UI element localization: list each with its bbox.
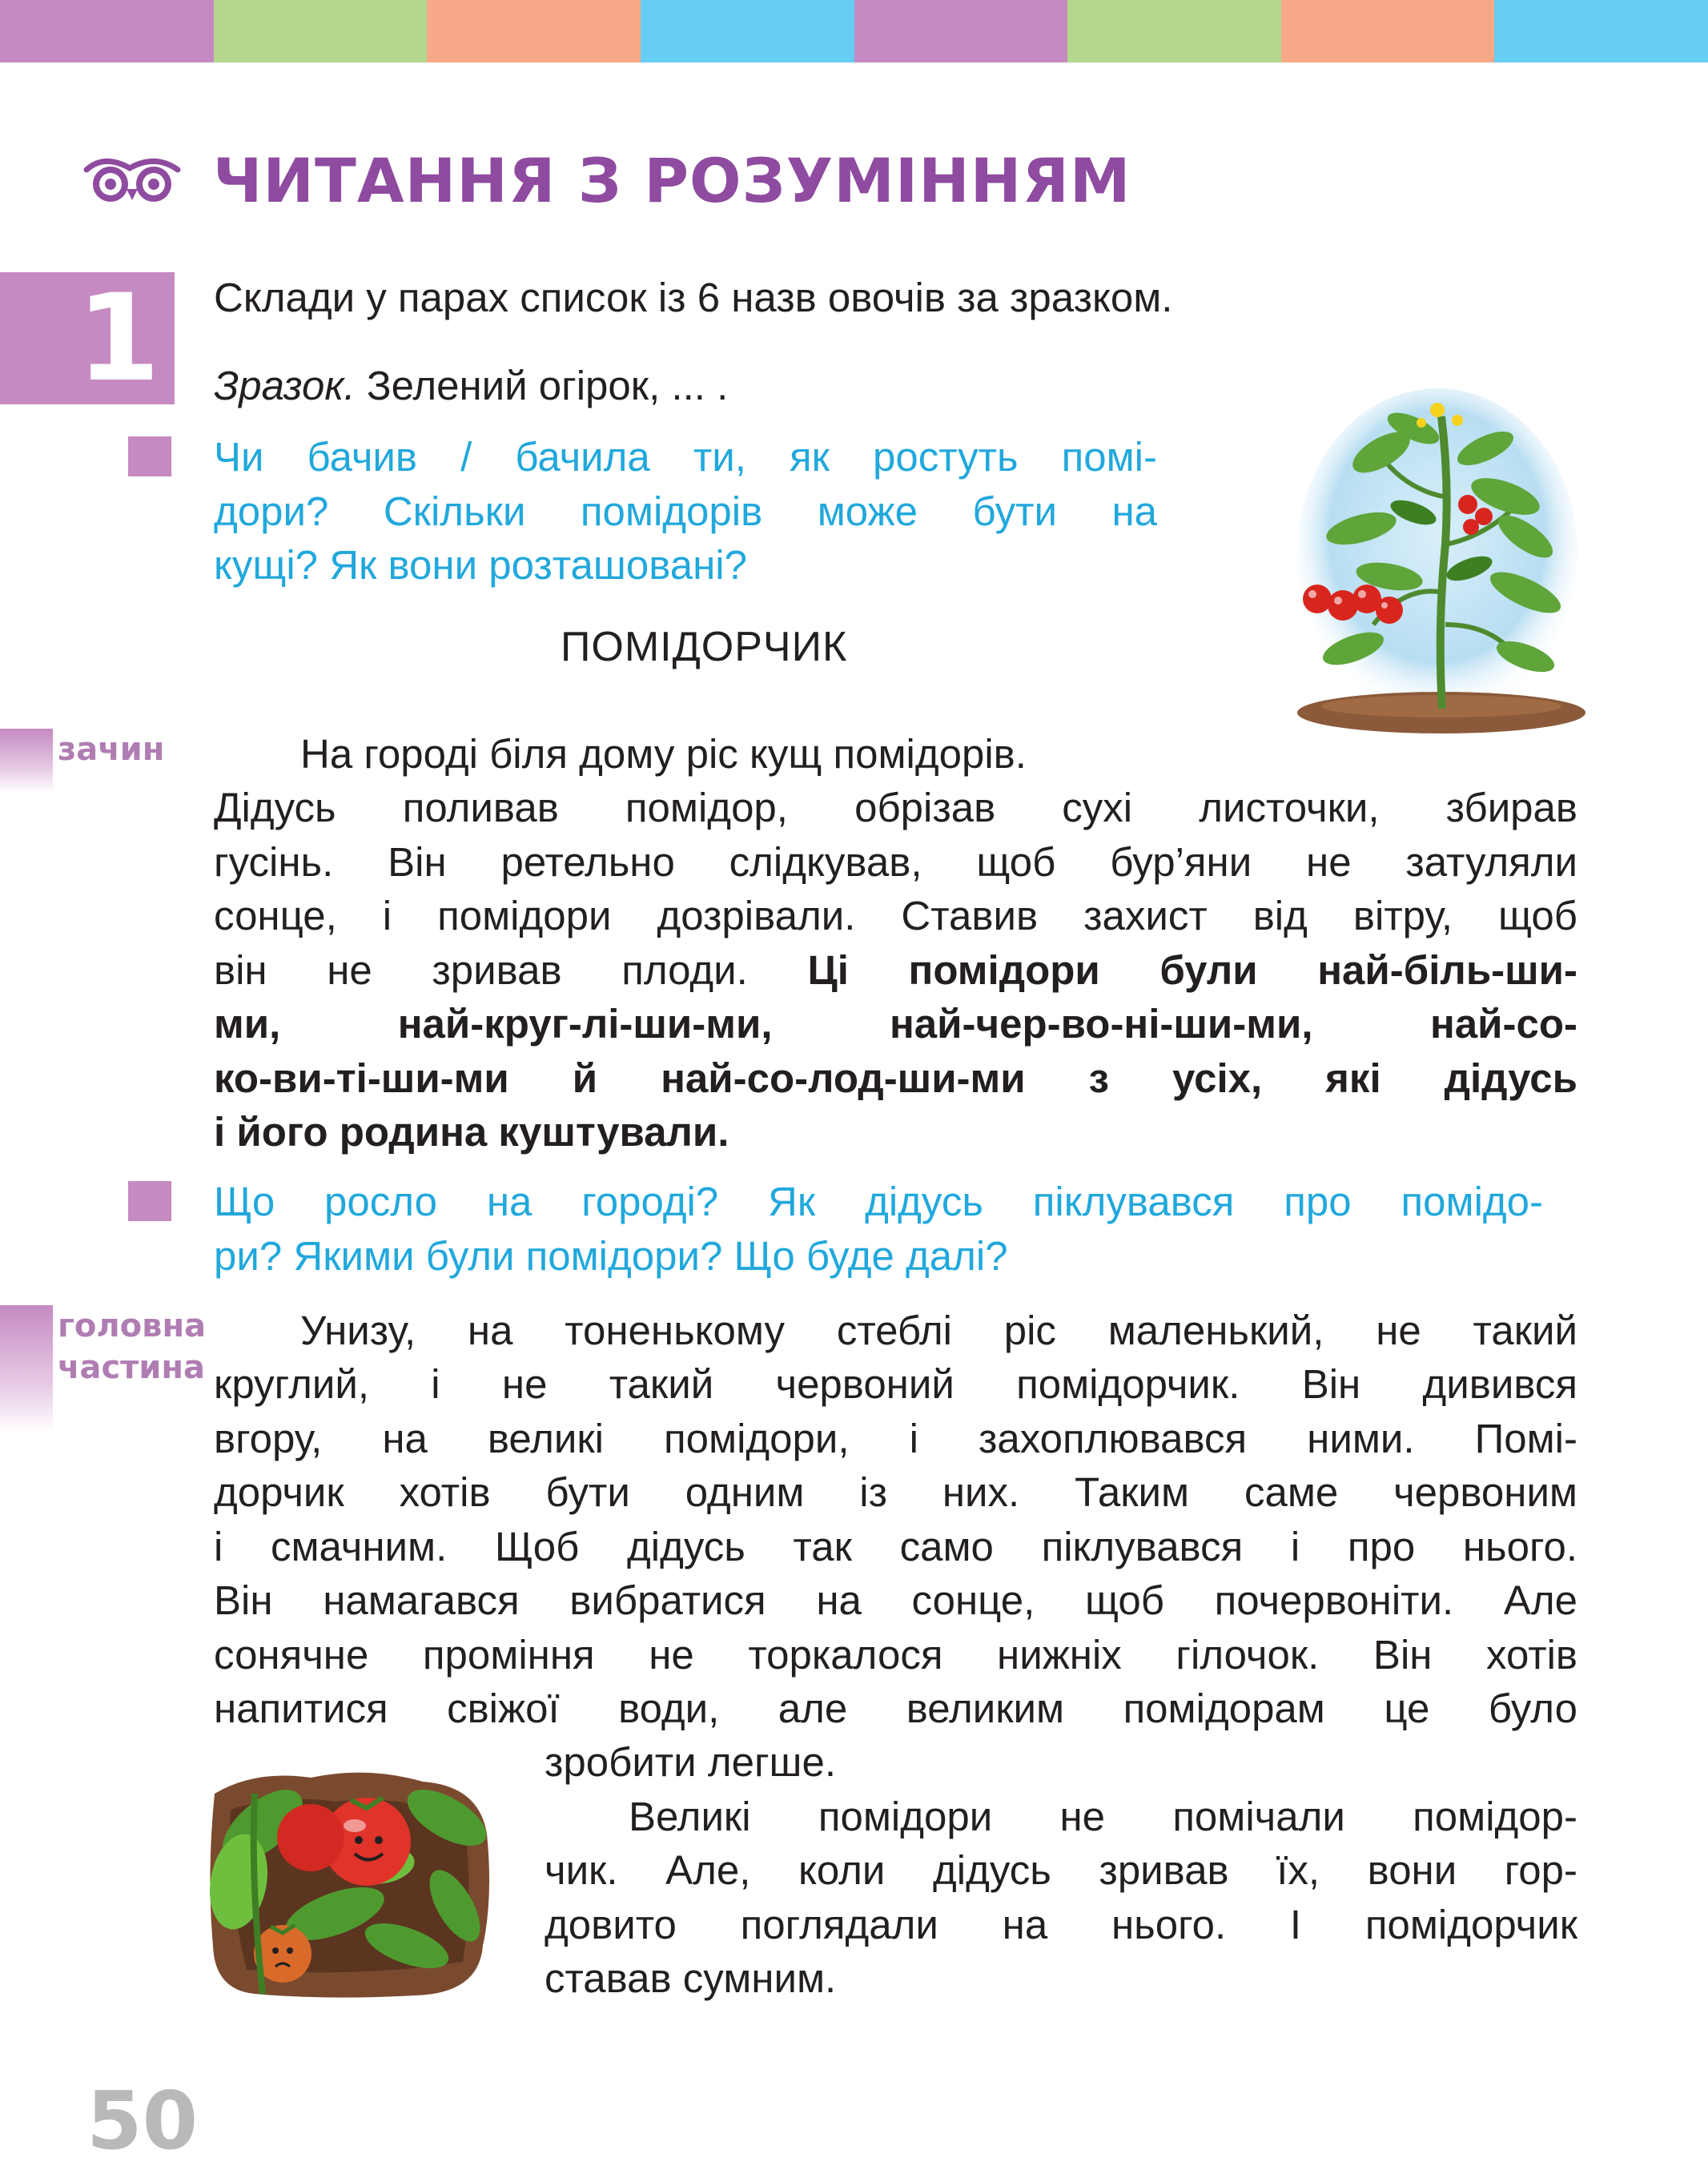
- story-line: гусінь. Він ретельно слідкував, щоб бур’яни не затуляли: [214, 838, 1577, 885]
- story-title: ПОМІДОРЧИК: [561, 624, 848, 670]
- story-main-paragraph: [214, 1357, 1577, 1736]
- stripe-segment: [1494, 0, 1708, 62]
- story-line: зробити легше.: [545, 1739, 836, 1785]
- story-line: довито поглядали на нього. І помідорчик: [545, 1901, 1577, 1947]
- side-label-text: частина: [58, 1349, 206, 1386]
- stripe-segment: [641, 0, 854, 62]
- sample-text: Зелений огірок, ... .: [366, 363, 729, 408]
- sample-label: Зразок.: [214, 363, 356, 408]
- page-number: 50: [86, 2074, 199, 2168]
- story-line: дорчик хотів бути одним із них. Таким саме червоним: [214, 1469, 1577, 1515]
- story-ending-paragraph: [545, 1843, 1577, 1951]
- story-line: сонце, і помідори дозрівали. Ставив захист від вітру, щоб: [214, 893, 1577, 938]
- section-header: [80, 136, 1131, 224]
- stripe-segment: [1067, 0, 1281, 62]
- task-sample: [214, 359, 728, 413]
- story-ending-first-line: [629, 1790, 1577, 1844]
- story-line: сонячне проміння не торкалося нижніх гілочок. Він хотів: [214, 1631, 1577, 1678]
- small-tomato-illustration: [207, 1762, 495, 2002]
- story-line: Дідусь поливав помідор, обрізав сухі листочки, збирав: [214, 785, 1577, 830]
- story-bold-text: Ці помідори були най-біль-ши-: [807, 946, 1578, 993]
- task-instruction: Склади у парах список із 6 назв овочів за зразком.: [214, 275, 1173, 320]
- question-line: Що росло на городі? Як дідусь піклувався про помідо-: [214, 1179, 1543, 1224]
- story-line: напитися свіжої води, але великим помідорам це було: [214, 1686, 1577, 1731]
- stripe-segment: [0, 0, 214, 62]
- story-line: ко-ви-ті-ши-ми й най-со-лод-ши-ми з усіх, які дідусь: [214, 1055, 1577, 1101]
- side-label-text: зачин: [58, 731, 165, 768]
- stripe-segment: [214, 0, 428, 62]
- question-bullet: [128, 1181, 171, 1221]
- story-line: ставав сумним.: [545, 1955, 837, 2001]
- side-label-marker: [0, 1305, 53, 1433]
- story-line: Він намагався вибратися на сонце, щоб почервоніти. Але: [214, 1577, 1577, 1623]
- section-title: ЧИТАННЯ З РОЗУМІННЯМ: [213, 144, 1131, 216]
- story-intro-paragraph: [214, 781, 1577, 1105]
- story-line: круглий, і не такий червоний помідорчик. Він дивився: [214, 1361, 1577, 1407]
- stripe-segment: [427, 0, 641, 62]
- question-line: дори? Скільки помідорів може бути на: [214, 488, 1157, 534]
- story-line: вгору, на великі помідори, і захоплювався ними. Помі-: [214, 1415, 1577, 1461]
- questions-block-2: [214, 1175, 1543, 1229]
- question-bullet: [128, 436, 171, 476]
- stripe-segment: [1281, 0, 1495, 62]
- tomato-plant-illustration: [1285, 384, 1589, 737]
- owl-eyes-icon: [80, 152, 184, 208]
- top-color-stripe: [0, 0, 1708, 62]
- question-line: Чи бачив / бачила ти, як ростуть помі-: [214, 434, 1157, 480]
- question-line: ри? Якими були помідори? Що буде далі?: [214, 1233, 1008, 1279]
- side-label-text: головна: [58, 1308, 207, 1344]
- task-number-badge: 1: [0, 272, 175, 404]
- story-line: ми, най-круг-лі-ши-ми, най-чер-во-ні-ши-ми, най-со-: [214, 1001, 1577, 1047]
- story-text: він не зривав плоди.: [214, 946, 748, 993]
- story-line: Великі помідори не помічали помідор-: [629, 1794, 1577, 1839]
- story-line: [214, 943, 1577, 998]
- side-label-marker: [0, 729, 53, 793]
- story-line: і його родина куштували.: [214, 1109, 729, 1155]
- questions-block-1: [214, 430, 1157, 538]
- question-line: кущі? Як вони розташовані?: [214, 542, 747, 588]
- stripe-segment: [854, 0, 1068, 62]
- story-line: чик. Але, коли дідусь зривав їх, вони гор-: [545, 1847, 1577, 1893]
- story-intro-first-line: На городі біля дому ріс кущ помідорів.: [300, 731, 1027, 777]
- story-line: і смачним. Щоб дідусь так само піклувався і про нього.: [214, 1523, 1577, 1569]
- story-main-first-line: [300, 1304, 1577, 1358]
- story-line: Унизу, на тоненькому стеблі ріс маленький, не такий: [300, 1308, 1577, 1353]
